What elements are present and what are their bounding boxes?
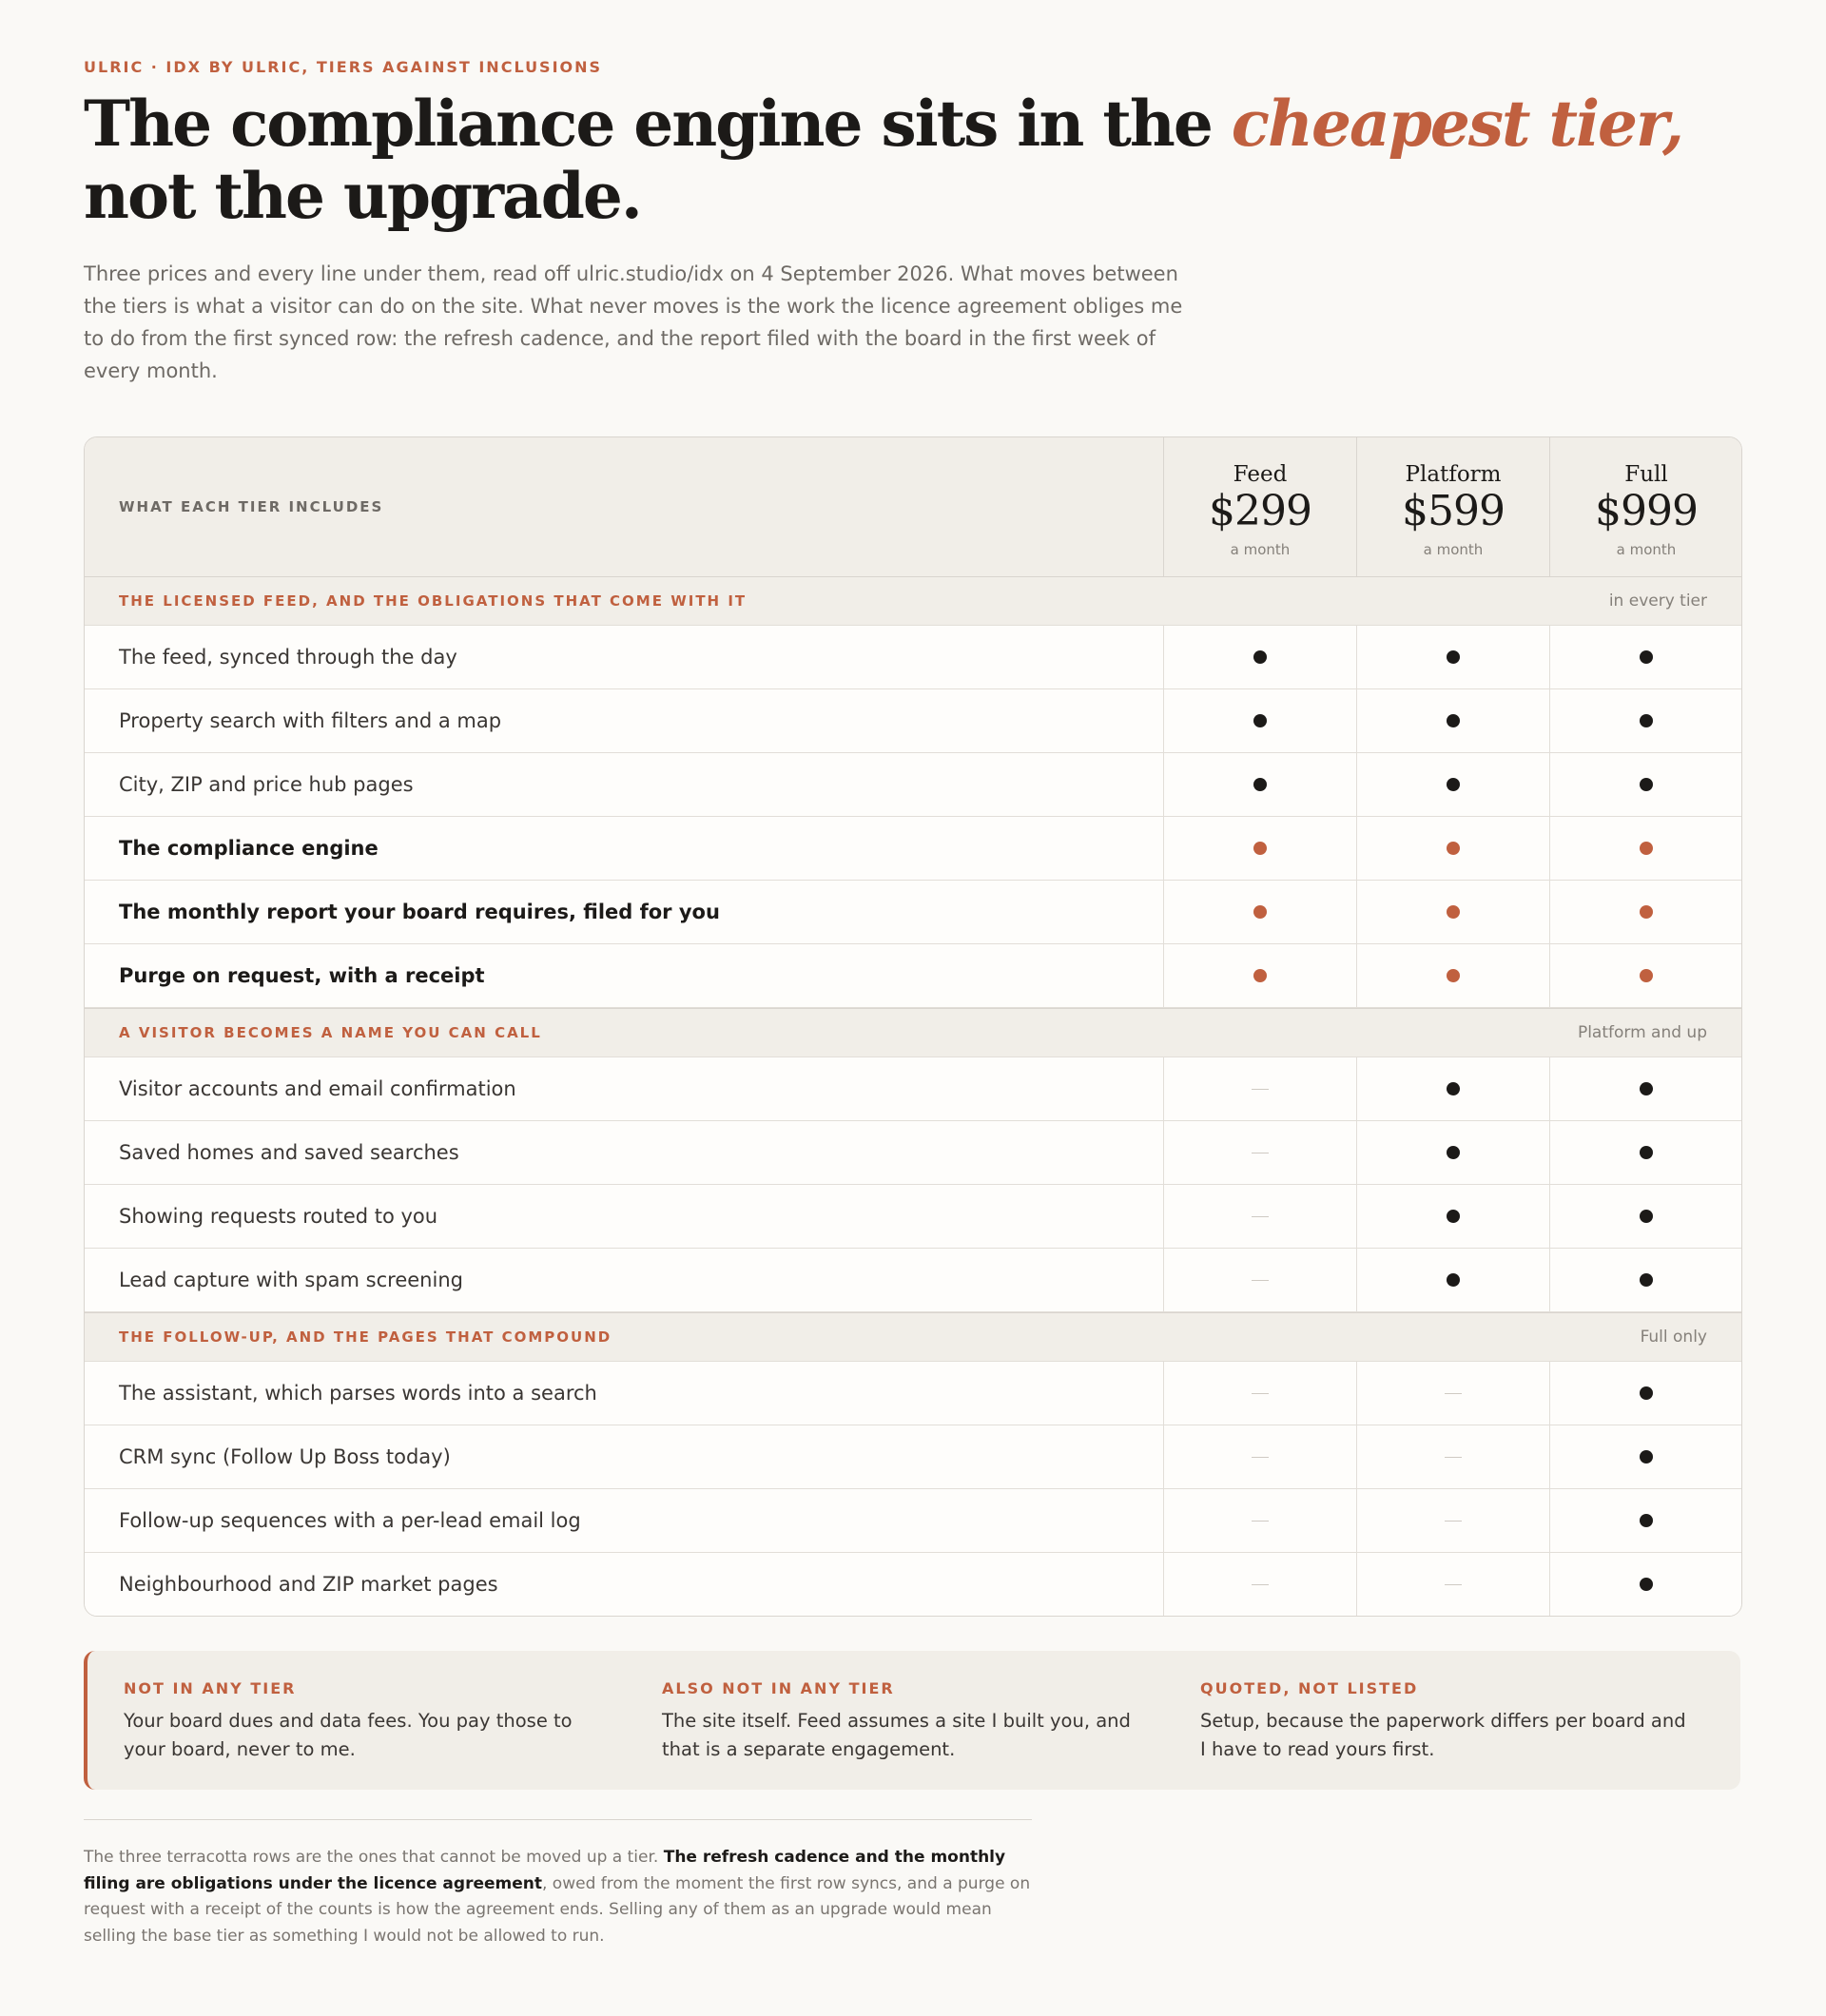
tier-full: [1549, 437, 1742, 576]
included-dot-icon: [1640, 1210, 1653, 1223]
tier-cell: [1549, 1425, 1742, 1488]
note-body: The site itself. Feed assumes a site I built you, and that is a separate engagement.: [662, 1710, 1131, 1760]
tier-cell: [1163, 1185, 1356, 1248]
not-included-dash-icon: [1252, 1089, 1269, 1090]
tier-cell: [1549, 1362, 1742, 1425]
tier-cell: [1163, 626, 1356, 688]
tier-cell: [1163, 1362, 1356, 1425]
table-row: [85, 753, 1741, 817]
tier-cell: [1356, 1553, 1549, 1616]
row-label: The assistant, which parses words into a search: [119, 1382, 597, 1405]
table-row: [85, 1553, 1741, 1616]
headline-after: not the upgrade.: [84, 159, 641, 233]
tier-cell: [1356, 689, 1549, 752]
tier-feed: [1163, 437, 1356, 576]
note-body: Setup, because the paperwork differs per board and I have to read yours first.: [1200, 1710, 1686, 1760]
row-label: The monthly report your board requires, filed for you: [119, 901, 720, 923]
tier-cell: [1356, 1362, 1549, 1425]
included-dot-icon: [1447, 650, 1460, 664]
tier-cell: [1356, 1425, 1549, 1488]
tier-cell: [1356, 626, 1549, 688]
footnote-rest: , owed from the moment the first row syncs, and a purge on request with a receipt of the counts is how the agreement ends. Selling any of them as an upgrade would mean selling the base tier as something I would not be allowed to run.: [84, 1873, 1031, 1946]
section-note: in every tier: [1608, 591, 1707, 611]
tier-cell: [1549, 1489, 1742, 1552]
row-label: Follow-up sequences with a per-lead email log: [119, 1509, 581, 1532]
footnote-lead: The three terracotta rows are the ones that cannot be moved up a tier.: [84, 1848, 664, 1867]
table-row: [85, 1057, 1741, 1121]
row-label: Neighbourhood and ZIP market pages: [119, 1573, 498, 1596]
tier-cell: [1163, 881, 1356, 943]
tier-cell: [1163, 1553, 1356, 1616]
not-included-dash-icon: [1445, 1521, 1462, 1522]
footnote: [84, 1845, 1035, 1949]
tier-cell: [1163, 1121, 1356, 1184]
included-dot-icon: [1640, 1273, 1653, 1287]
table-row: [85, 1121, 1741, 1185]
tier-cell: [1163, 689, 1356, 752]
headline-before: The compliance engine sits in the: [84, 87, 1232, 161]
footnote-bold: The refresh cadence and the monthly filing are obligations under the licence agreement: [84, 1848, 1006, 1893]
tier-cell: [1549, 944, 1742, 1007]
not-included-dash-icon: [1445, 1457, 1462, 1458]
not-included-dash-icon: [1252, 1521, 1269, 1522]
kicker: ULRIC · IDX BY ULRIC, TIERS AGAINST INCLUSIONS: [84, 58, 603, 76]
tier-name: Platform: [1405, 462, 1502, 487]
divider: [84, 1819, 1032, 1820]
tier-name: Feed: [1233, 462, 1288, 487]
included-dot-icon: [1447, 1273, 1460, 1287]
row-label: Showing requests routed to you: [119, 1205, 438, 1228]
included-dot-icon: [1640, 1578, 1653, 1591]
tier-cell: [1356, 1185, 1549, 1248]
tier-cell: [1549, 817, 1742, 880]
tier-cell: [1549, 881, 1742, 943]
included-dot-icon: [1253, 714, 1267, 727]
included-dot-icon: [1447, 778, 1460, 791]
section-header: [85, 577, 1741, 626]
tier-platform: [1356, 437, 1549, 576]
not-included-dash-icon: [1252, 1584, 1269, 1585]
included-obligation-dot-icon: [1253, 905, 1267, 919]
not-included-dash-icon: [1445, 1584, 1462, 1585]
section-header: [85, 1312, 1741, 1362]
tier-cell: [1549, 1121, 1742, 1184]
included-obligation-dot-icon: [1640, 842, 1653, 855]
row-label: Lead capture with spam screening: [119, 1269, 463, 1291]
included-dot-icon: [1640, 1082, 1653, 1095]
table-row: [85, 1425, 1741, 1489]
table-row: [85, 944, 1741, 1008]
page-title: [84, 87, 1777, 232]
tier-cell: [1549, 1185, 1742, 1248]
tier-cell: [1356, 753, 1549, 816]
not-included-dash-icon: [1252, 1393, 1269, 1394]
included-dot-icon: [1640, 1514, 1653, 1527]
table-row: [85, 1489, 1741, 1553]
included-dot-icon: [1447, 1210, 1460, 1223]
tier-cell: [1549, 689, 1742, 752]
included-obligation-dot-icon: [1447, 842, 1460, 855]
exclusions-panel: [84, 1651, 1740, 1790]
tier-cell: [1163, 753, 1356, 816]
included-obligation-dot-icon: [1640, 969, 1653, 982]
tier-cell: [1163, 1249, 1356, 1311]
table-header: [85, 437, 1741, 577]
tier-cell: [1356, 1121, 1549, 1184]
row-label: Visitor accounts and email confirmation: [119, 1077, 516, 1100]
note-body: Your board dues and data fees. You pay those to your board, never to me.: [124, 1710, 573, 1760]
included-dot-icon: [1640, 1386, 1653, 1400]
tier-cell: [1356, 881, 1549, 943]
tier-price: $599: [1402, 487, 1505, 535]
row-label: Saved homes and saved searches: [119, 1141, 459, 1164]
tier-cell: [1549, 1553, 1742, 1616]
note-not-in-any-tier: [124, 1679, 662, 1790]
tier-cell: [1549, 626, 1742, 688]
section-title: THE LICENSED FEED, AND THE OBLIGATIONS THAT COME WITH IT: [119, 592, 748, 610]
tier-name: Full: [1624, 462, 1668, 487]
tier-period: a month: [1616, 541, 1677, 558]
note-title: QUOTED, NOT LISTED: [1200, 1679, 1419, 1697]
tier-cell: [1163, 1425, 1356, 1488]
headline-accent: cheapest tier,: [1231, 87, 1682, 161]
table-body: [85, 577, 1741, 1616]
section-note: Full only: [1640, 1328, 1707, 1347]
intro-paragraph: Three prices and every line under them, read off ulric.studio/idx on 4 September 2026. What moves between the tiers is what a visitor can do on the site. What never moves is the work the licence agreement obliges me to do from the first synced row: the refresh cadence, and the report filed with the board in the first week of every month.: [84, 262, 1183, 382]
tier-price: $299: [1209, 487, 1311, 535]
tier-cell: [1549, 1057, 1742, 1120]
not-included-dash-icon: [1252, 1457, 1269, 1458]
section-title: A VISITOR BECOMES A NAME YOU CAN CALL: [119, 1024, 542, 1041]
tier-cell: [1163, 1489, 1356, 1552]
tier-cell: [1163, 817, 1356, 880]
table-row: [85, 1185, 1741, 1249]
note-quoted-not-listed: [1200, 1679, 1739, 1790]
tier-cell: [1163, 1057, 1356, 1120]
tier-comparison-table: [84, 436, 1742, 1617]
note-also-not-in-any-tier: [662, 1679, 1200, 1790]
included-obligation-dot-icon: [1253, 842, 1267, 855]
not-included-dash-icon: [1252, 1280, 1269, 1281]
included-obligation-dot-icon: [1640, 905, 1653, 919]
table-row: [85, 626, 1741, 689]
not-included-dash-icon: [1252, 1216, 1269, 1217]
table-row: [85, 817, 1741, 881]
row-label: The feed, synced through the day: [119, 646, 457, 669]
included-dot-icon: [1447, 1082, 1460, 1095]
row-label: CRM sync (Follow Up Boss today): [119, 1445, 451, 1468]
tier-cell: [1356, 817, 1549, 880]
table-header-label: WHAT EACH TIER INCLUDES: [119, 498, 384, 515]
tier-cell: [1356, 1057, 1549, 1120]
section-header: [85, 1008, 1741, 1057]
included-obligation-dot-icon: [1253, 969, 1267, 982]
included-dot-icon: [1640, 778, 1653, 791]
tier-cell: [1356, 944, 1549, 1007]
table-row: [85, 1249, 1741, 1312]
included-dot-icon: [1640, 650, 1653, 664]
note-title: NOT IN ANY TIER: [124, 1679, 297, 1697]
included-dot-icon: [1447, 714, 1460, 727]
included-dot-icon: [1640, 1450, 1653, 1464]
not-included-dash-icon: [1445, 1393, 1462, 1394]
tier-cell: [1549, 753, 1742, 816]
included-dot-icon: [1640, 1146, 1653, 1159]
tier-cell: [1356, 1249, 1549, 1311]
tier-cell: [1163, 944, 1356, 1007]
tier-cell: [1356, 1489, 1549, 1552]
tier-cell: [1549, 1249, 1742, 1311]
included-dot-icon: [1640, 714, 1653, 727]
table-row: [85, 689, 1741, 753]
tier-period: a month: [1230, 541, 1291, 558]
included-dot-icon: [1253, 650, 1267, 664]
row-label: Purge on request, with a receipt: [119, 964, 485, 987]
note-title: ALSO NOT IN ANY TIER: [662, 1679, 895, 1697]
tier-period: a month: [1423, 541, 1484, 558]
tier-price: $999: [1595, 487, 1698, 535]
included-obligation-dot-icon: [1447, 905, 1460, 919]
section-title: THE FOLLOW-UP, AND THE PAGES THAT COMPOUND: [119, 1328, 612, 1346]
included-dot-icon: [1447, 1146, 1460, 1159]
row-label: The compliance engine: [119, 837, 379, 860]
included-obligation-dot-icon: [1447, 969, 1460, 982]
row-label: Property search with filters and a map: [119, 709, 502, 732]
included-dot-icon: [1253, 778, 1267, 791]
table-row: [85, 881, 1741, 944]
section-note: Platform and up: [1577, 1023, 1707, 1042]
row-label: City, ZIP and price hub pages: [119, 773, 414, 796]
table-row: [85, 1362, 1741, 1425]
